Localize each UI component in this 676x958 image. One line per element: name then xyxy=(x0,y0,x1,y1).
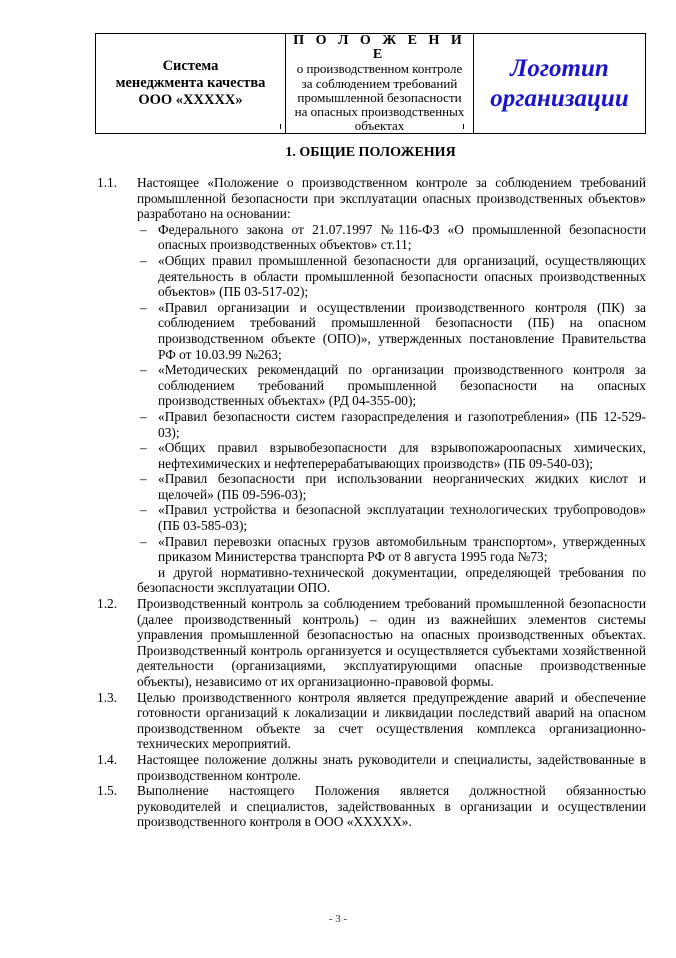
table-divider-tick xyxy=(95,124,96,129)
reference-item xyxy=(137,502,646,533)
reference-item xyxy=(137,440,646,471)
logo-line-2: организации xyxy=(490,84,629,112)
quality-system-cell xyxy=(96,34,286,134)
reference-item xyxy=(137,534,646,565)
reference-item xyxy=(137,300,646,362)
reference-item xyxy=(137,222,646,253)
clause-1-2 xyxy=(97,596,646,690)
clause-1-5 xyxy=(97,783,646,830)
section-title: 1. ОБЩИЕ ПОЛОЖЕНИЯ xyxy=(285,145,456,160)
document-type: П О Л О Ж Е Н И Е xyxy=(293,33,466,63)
reference-text: «Правил перевозки опасных грузов автомобильным транспортом», утвержденных приказом Министерства транспорта РФ от 8 августа 1995 года №73; xyxy=(158,533,646,565)
reference-text: «Правил безопасности при использовании неорганических жидких кислот и щелочей» (ПБ 09-596-03); xyxy=(158,471,646,502)
dash-bullet-icon: – xyxy=(140,533,147,549)
section-body xyxy=(97,175,646,830)
reference-item xyxy=(137,409,646,440)
dash-bullet-icon: – xyxy=(140,221,147,237)
clause-number: 1.3. xyxy=(97,689,118,705)
dash-bullet-icon: – xyxy=(140,408,147,424)
clause-text: Целью производственного контроля является предупреждение аварий и обеспечение готовности организаций к локализации и ликвидации последствий аварий на опасном производственном объекте за счет осуществления комплекса организационно-технических мероприятий. xyxy=(137,689,646,752)
dash-bullet-icon: – xyxy=(140,440,147,456)
reference-item xyxy=(137,471,646,502)
dash-bullet-icon: – xyxy=(140,299,147,315)
clause-number: 1.5. xyxy=(97,783,118,799)
clause-1-3 xyxy=(97,690,646,752)
system-line-2: менеджмента качества xyxy=(115,75,266,92)
reference-text: «Правил безопасности систем газораспределения и газопотребления» (ПБ 12-529-03); xyxy=(158,408,646,440)
logo-line-1: Логотип xyxy=(510,54,609,82)
clause-text: Производственный контроль за соблюдением требований промышленной безопасности (далее производственный контроль) – один из важнейших элементов системы управления промышленной безопасностью на опасных производственных объектах. Производственный контроль организуется и осуществляется субъектами хозяйственной деятельности (организациями, эксплуатирующими опасные производственные объекты), независимо от их организационно-правовой формы. xyxy=(137,596,646,689)
dash-bullet-icon: – xyxy=(140,362,147,378)
reference-text: «Методических рекомендаций по организации производственного контроля за соблюдением требований промышленной безопасности на опасных производственных объектах» (РД 04-355-00); xyxy=(158,362,646,409)
reference-text: «Правил организации и осуществлении производственного контроля (ПК) за соблюдением требований промышленной безопасности (ПБ) на опасном производственном объекте (ОПО)», утвержденных постановление Правительства РФ от 10.03.99 №263; xyxy=(158,299,646,362)
reference-text: «Общих правил промышленной безопасности для организаций, осуществляющих деятельность в области промышленной безопасности опасных производственных объектов» (ПБ 03-517-02); xyxy=(158,252,646,300)
table-divider-tick xyxy=(645,124,646,129)
reference-item xyxy=(137,362,646,409)
logo-placeholder-cell xyxy=(474,34,646,134)
subtitle-line-2: за соблюдением требований xyxy=(301,75,458,91)
reference-text: «Общих правил взрывобезопасности для взрывопожароопасных химических, нефтехимических и нефтеперерабатывающих производств» (ПБ 09-540-03); xyxy=(158,440,646,471)
clause-1-1 xyxy=(97,175,646,596)
document-title-cell xyxy=(286,34,474,134)
document-header-table xyxy=(95,33,646,134)
clause-number: 1.2. xyxy=(97,596,118,612)
reference-text: Федерального закона от 21.07.1997 №116-ФЗ «О промышленной безопасности опасных производственных объектов» ст.11; xyxy=(158,221,646,253)
system-line-1: Система xyxy=(162,58,219,75)
table-divider-tick xyxy=(280,124,281,129)
subtitle-line-4: на опасных производственных xyxy=(294,104,465,120)
reference-item xyxy=(137,253,646,300)
clause-tail-text: и другой нормативно-технической документации, определяющей требования по безопасности эксплуатации ОПО. xyxy=(137,564,646,596)
dash-bullet-icon: – xyxy=(140,502,147,518)
dash-bullet-icon: – xyxy=(140,252,147,268)
subtitle-line-5: объектах xyxy=(354,118,405,134)
clause-text: Выполнение настоящего Положения является должностной обязанностью руководителей и специалистов, задействованных в организации и осуществлении производственного контроля в ООО «XXXXX». xyxy=(137,783,646,830)
clause-number: 1.4. xyxy=(97,751,118,767)
page-number: - 3 - xyxy=(328,913,348,925)
reference-text: «Правил устройства и безопасной эксплуатации технологических трубопроводов» (ПБ 03-585-03); xyxy=(158,502,646,534)
table-divider-tick xyxy=(463,124,464,129)
clause-text: Настоящее «Положение о производственном контроле за соблюдением требований промышленной безопасности при эксплуатации опасных производственных объектов» разработано на основании: xyxy=(137,175,646,222)
clause-number: 1.1. xyxy=(97,175,118,190)
dash-bullet-icon: – xyxy=(140,471,147,487)
clause-1-4 xyxy=(97,752,646,783)
system-line-3: ООО «XXXXX» xyxy=(138,92,243,109)
subtitle-line-3: промышленной безопасности xyxy=(297,89,462,105)
subtitle-line-1: о производственном контроле xyxy=(296,61,463,77)
clause-text: Настоящее положение должны знать руководители и специалисты, задействованные в производственном контроле. xyxy=(137,751,646,783)
